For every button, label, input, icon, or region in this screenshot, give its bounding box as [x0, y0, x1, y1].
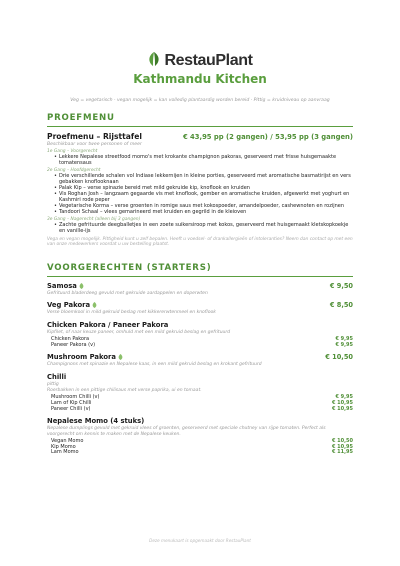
item-desc: Gefrituurd bladerdeeg gevuld met gekruide aardappelen en doperwten — [47, 290, 208, 296]
item-tag: pittig — [47, 381, 59, 387]
menu-item-chicken-paneer-pakora — [47, 321, 353, 329]
header — [47, 0, 353, 104]
course-label: 1e Gang – Voorgerecht — [47, 149, 98, 154]
list-item: • Vis Roghan Josh – langzaam gegaarde vis met knoflook, gember en aromatische kruiden, afgewerkt met yoghurt en Kashmiri rode peper — [54, 191, 353, 203]
logo — [47, 52, 353, 70]
proefmenu-price: € 43,95 pp (2 gangen) / 53,95 pp (3 gangen) — [182, 133, 353, 141]
item-price: € 8,50 — [329, 301, 353, 310]
item-desc: Roerbakken in een pittige chilisaus met verse paprika, ui en tomaat. — [47, 388, 202, 394]
list-item: Vegan Momo € 10,50 — [51, 438, 353, 445]
item-price: € 9,50 — [329, 281, 353, 290]
item-name: Mushroom Pakora — [47, 353, 116, 362]
proefmenu-note: Vega en vegan mogelijk. Pittigheid kunt u zelf bepalen. Heeft u voedsel- of drankallergieën of intoleranties? Neem dan contact op met een van onze medewerkers voordat u uw bestelling plaatst. — [47, 237, 353, 248]
course-label: 3e Gang – Nagerecht (alleen bij 3 gangen) — [47, 217, 141, 222]
menu-item-samosa — [47, 282, 353, 290]
list-item: Lam of Kip Chilli € 10,95 — [51, 400, 353, 407]
list-item: • Lekkere Nepalese streetfood momo's met krokante champignon pakoras, geserveerd met frisse huisgemaakte tomatensaus — [54, 154, 353, 166]
list-item: • Tandoori Schaal – vlees gemarineerd met kruiden en gegrild in de kleioven — [54, 209, 353, 215]
course-list — [47, 222, 353, 234]
list-item: Chicken Pakora € 9,95 — [51, 336, 353, 343]
proefmenu-subtitle: Beschikbaar voor twee personen of meer — [47, 142, 142, 147]
menu-item-veg-pakora — [47, 301, 353, 309]
list-item: • Drie verschillende schalen vol Indiase lekkernijen in kleine porties, geserveerd met aromatische basmatirijst en vers gebakken knoflooknaan — [54, 173, 353, 185]
proefmenu-header — [47, 132, 353, 141]
list-item: Paneer Pakora (v) € 9,95 — [51, 341, 353, 348]
item-desc: Verse bloemkool in mild gekruid beslag met kikkererwtenmeel en knoflook — [47, 310, 216, 316]
subitem-list — [47, 395, 353, 412]
subitem-list — [47, 337, 353, 348]
menu-item-momo — [47, 417, 353, 425]
list-item: Mushroom Chilli (v) € 9,95 — [51, 394, 353, 401]
menu-item-chilli — [47, 373, 353, 381]
list-item: • Zachte gefrituurde deegballetjes in een zoete suikersiroop met kokos, geserveerd met huisgemaakt kletskopkoekje en vanille-ijs — [54, 222, 353, 234]
list-item: • Palak Kip – verse spinazie bereid met mild gekruide kip, knoflook en kruiden — [54, 185, 353, 191]
course-list — [47, 154, 353, 166]
item-desc: Champignons met spinazie en Nepalese kaas, in een mild gekruid beslag en krokant gefrituurd — [47, 362, 262, 368]
leaf-icon — [147, 51, 161, 71]
item-desc: Nepalese dumplings gevuld met gekruid vlees of groenten, geserveerd met speciale chutney van rijpe tomaten. Perfect als voorgerecht om kennis te maken met de Nepalese keuken. — [47, 426, 326, 437]
restaurant-name: Kathmandu Kitchen — [133, 72, 267, 86]
item-name: Samosa — [47, 281, 77, 290]
list-item: • Vegetarische Korma – verse groenten in romige saus met kokospoeder, amandelpoeder, cashewnoten en rozijnen — [54, 203, 353, 209]
legend: Veg = vegetarisch · vegan mogelijk = kan volledig plantaardig worden bereid · Pittig = kruidniveau op aanvraag — [70, 98, 330, 103]
item-desc: Kipfilet, of naar keuze paneer, omhuld met een mild gekruid beslag en gefrituurd — [47, 329, 231, 335]
section-title-starters: VOORGERECHTEN (STARTERS) — [47, 263, 353, 277]
proefmenu-title: Proefmenu – Rijsttafel — [47, 132, 142, 141]
list-item: Kip Momo € 10,95 — [51, 443, 353, 450]
item-price: € 10,50 — [325, 353, 353, 362]
course-list — [47, 173, 353, 215]
leaf-icon — [118, 354, 123, 360]
course-label: 2e Gang – Hoofdgerecht — [47, 168, 101, 173]
subitem-list — [47, 439, 353, 456]
list-item: Lam Momo € 11,95 — [51, 449, 353, 456]
leaf-icon — [79, 283, 84, 289]
section-title-proefmenu: PROEFMENU — [47, 113, 353, 127]
item-name: Chilli — [47, 372, 67, 381]
list-item: Paneer Chilli (v) € 10,95 — [51, 405, 353, 412]
logo-text: RestauPlant — [164, 52, 253, 69]
menu-item-mushroom-pakora — [47, 353, 353, 361]
footer-text: Deze menukaart is opgemaakt door RestauPlant — [149, 538, 251, 543]
item-name: Veg Pakora — [47, 301, 91, 310]
leaf-icon — [92, 302, 97, 308]
item-name: Chicken Pakora / Paneer Pakora — [47, 320, 169, 329]
item-name: Nepalese Momo (4 stuks) — [47, 417, 145, 426]
